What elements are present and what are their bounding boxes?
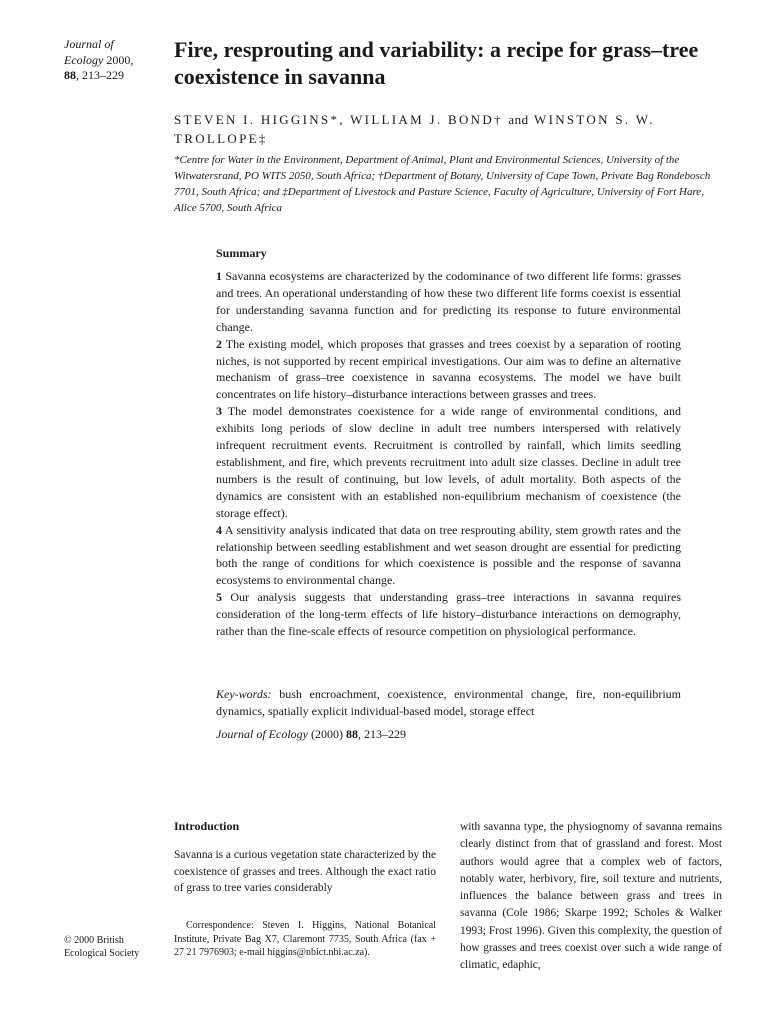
citation-pages: , 213–229: [357, 727, 406, 741]
journal-name-cont: Ecology: [64, 52, 104, 67]
journal-name-line: Journal of: [64, 37, 114, 51]
summary-point-number: 2: [216, 336, 222, 351]
introduction-heading: Introduction: [174, 819, 240, 833]
keywords-text: bush encroachment, coexistence, environmental change, fire, non-equilibrium dynamics, spatially explicit individual-based model, storage effect: [216, 687, 681, 718]
summary-point-number: 1: [216, 269, 222, 283]
summary-point: [216, 268, 681, 336]
keywords-label: Key-words:: [216, 687, 272, 701]
authors-part2: WINSTON S. W. TROLLOPE‡: [174, 112, 655, 146]
copyright-line1: [64, 934, 164, 947]
copyright-notice: [64, 934, 164, 960]
citation-volume: 88: [345, 727, 358, 741]
author-affiliations: *Centre for Water in the Environment, Department of Animal, Plant and Environmental Sciences, University of the Witwatersrand, PO WITS 2050, South Africa; †Department of Botany, University of Cape Town, Private Bag Rondebosch 7701, South Africa; and ‡Department of Livestock and Pasture Science, Faculty of Agriculture, University of Fort Hare, Alice 5700, South Africa: [174, 154, 711, 214]
journal-pages: , 213–229: [76, 68, 124, 82]
summary-point-number: 5: [216, 590, 222, 605]
copyright-symbol: ©: [64, 935, 72, 946]
introduction-text-left: Savanna is a curious vegetation state characterized by the coexistence of grasses and trees. Although the exact ratio of grass to tree varies considerably: [174, 849, 436, 894]
summary-point: [216, 522, 681, 590]
journal-year-line: [64, 53, 164, 69]
journal-volume: 88: [64, 68, 76, 82]
authors-part1: STEVEN I. HIGGINS*, WILLIAM J. BOND†: [174, 112, 503, 127]
citation-year: (2000): [307, 727, 346, 741]
correspondence-text: Correspondence: Steven I. Higgins, National Botanical Institute, Private Bag X7, Claremont 7735, South Africa (fax + 27 21 7976903; e-mail higgins@nbict.nbi.ac.za).: [174, 920, 436, 958]
journal-volume-line: [64, 68, 164, 84]
summary-point: [216, 589, 681, 640]
journal-year: 2000,: [103, 52, 134, 67]
introduction-text-right: with savanna type, the physiognomy of savanna remains clearly distinct from that of grassland and forest. Most authors would agree that a complex web of factors, notably water, herbivory, fire, soil texture and nutrients, influences the balance between grass and trees in savanna (Cole 1986; Skarpe 1992; Scholes & Walker 1993; Frost 1996). Given this complexity, the question of how grasses and trees coexist over such a wide range of climatic, edaphic,: [460, 821, 722, 972]
correspondence-note: [174, 919, 436, 960]
citation-journal: Journal of Ecology: [216, 727, 308, 741]
summary-point-text: Savanna ecosystems are characterized by the codominance of two different life forms: grasses and trees. An operational understanding of how these two different life forms coexist is essential for understanding savanna function and for predicting its response to future environmental change.: [216, 269, 681, 334]
copyright-line2: Ecological Society: [64, 948, 140, 959]
journal-citation: [216, 727, 406, 742]
authors-and: and: [508, 112, 529, 127]
copyright-publisher: 2000 British: [71, 935, 124, 946]
article-title: Fire, resprouting and variability: a recipe for grass–tree coexistence in savanna: [174, 37, 699, 89]
summary-heading: Summary: [216, 246, 267, 260]
author-list: [174, 110, 674, 148]
summary-point-text: Our analysis suggests that understanding grass–tree interactions in savanna requires consideration of the long-term effects of life history–disturbance interactions on demography, rather than the fine-scale effects of resource competition on physiological performance.: [216, 590, 681, 639]
journal-reference: [64, 37, 164, 84]
summary-point: [216, 336, 681, 404]
summary-point-text: The existing model, which proposes that grasses and trees coexist by a separation of rooting niches, is not supported by recent empirical investigations. Our aim was to define an alternative mechanism of grass–tree coexistence in savanna ecosystems. The model we have built concentrates on life history–disturbance interactions between grasses and trees.: [216, 336, 681, 402]
keywords: [216, 686, 681, 720]
summary-point-text: The model demonstrates coexistence for a wide range of environmental conditions, and exhibits long periods of slow decline in adult tree numbers interspersed with relatively infrequent recruitment events. Recruitment is controlled by rainfall, which limits seedling establishment, and fire, which prevents recruitment into adult size classes. Decline in adult tree numbers is the result of continuing, but low levels, of adult mortality. Both aspects of the dynamics are consistent with an established non-equilibrium mechanism of coexistence (the storage effect).: [216, 404, 681, 520]
summary-point-number: 3: [216, 404, 222, 419]
summary-point-text: A sensitivity analysis indicated that data on tree resprouting ability, stem growth rates and the relationship between seedling establishment and wet season drought are essential for predicting both the range of conditions for which coexistence is possible and the response of savanna ecosystems to environmental change.: [216, 522, 681, 588]
summary-body: [216, 268, 681, 640]
summary-point: [216, 403, 681, 521]
summary-point-number: 4: [216, 522, 222, 537]
